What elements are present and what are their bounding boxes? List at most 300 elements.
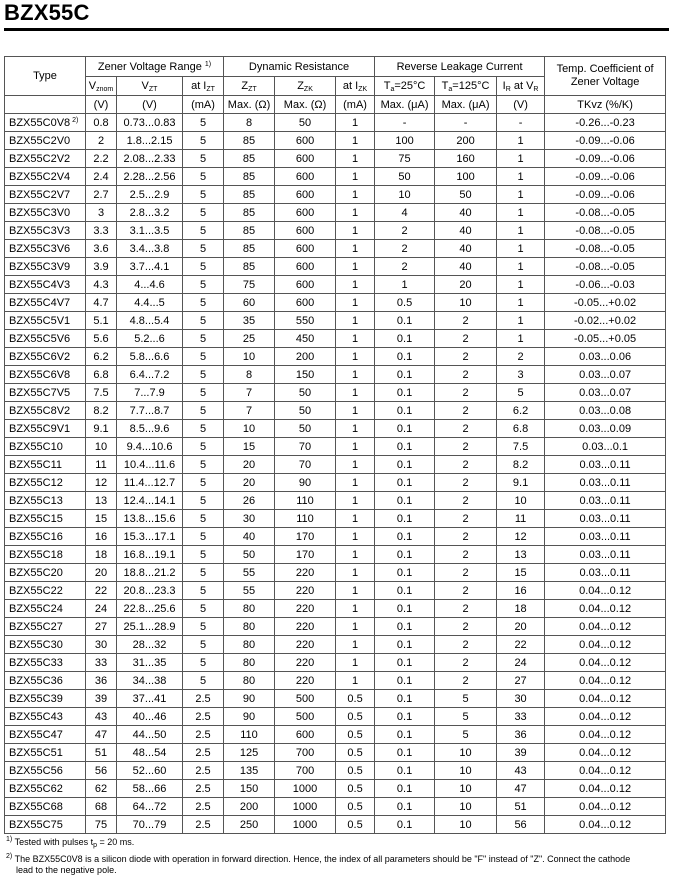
value-cell: 10 xyxy=(435,816,497,834)
value-cell: 0.03...0.11 xyxy=(545,546,666,564)
value-cell: 600 xyxy=(275,150,336,168)
value-cell: -0.09...-0.06 xyxy=(545,186,666,204)
value-cell: 11.4...12.7 xyxy=(117,474,183,492)
value-cell: 10 xyxy=(497,492,545,510)
value-cell: 1 xyxy=(336,294,375,312)
value-cell: 250 xyxy=(224,816,275,834)
value-cell: 150 xyxy=(224,780,275,798)
value-cell: 1 xyxy=(497,168,545,186)
value-cell: 1 xyxy=(497,222,545,240)
value-cell: 47 xyxy=(497,780,545,798)
value-cell: 0.5 xyxy=(336,690,375,708)
value-cell: 27 xyxy=(497,672,545,690)
type-cell: BZX55C10 xyxy=(5,438,86,456)
value-cell: 50 xyxy=(275,384,336,402)
value-cell: 6.2 xyxy=(86,348,117,366)
type-cell: BZX55C18 xyxy=(5,546,86,564)
value-cell: 5 xyxy=(183,618,224,636)
footnote-2: $^{2)}$ The BZX55C0V8 is a silicon diode with operation in forward direction. Hence, the index of all parameters should be "F" instead of "Z". Connect the cathode xyxy=(6,853,631,864)
value-cell: 2 xyxy=(435,528,497,546)
table-row xyxy=(5,744,666,762)
value-cell: 1 xyxy=(336,240,375,258)
value-cell: 85 xyxy=(224,204,275,222)
value-cell: 220 xyxy=(275,582,336,600)
value-cell: 80 xyxy=(224,636,275,654)
value-cell: 50 xyxy=(275,402,336,420)
value-cell: 33 xyxy=(497,708,545,726)
value-cell: 28...32 xyxy=(117,636,183,654)
value-cell: 0.04...0.12 xyxy=(545,582,666,600)
value-cell: 7 xyxy=(224,402,275,420)
value-cell: 5 xyxy=(183,528,224,546)
table-row xyxy=(5,528,666,546)
unit-cell: Max. (μA) xyxy=(375,96,435,114)
value-cell: 10 xyxy=(86,438,117,456)
value-cell: 2 xyxy=(435,384,497,402)
value-cell: 30 xyxy=(497,690,545,708)
value-cell: 1 xyxy=(336,114,375,132)
value-cell: 7...7.9 xyxy=(117,384,183,402)
value-cell: 85 xyxy=(224,186,275,204)
value-cell: 550 xyxy=(275,312,336,330)
col-header-ta25: $T_a=25^\circ C$ xyxy=(375,77,435,96)
value-cell: 0.5 xyxy=(375,294,435,312)
type-cell: BZX55C6V8 xyxy=(5,366,86,384)
value-cell: 2 xyxy=(435,312,497,330)
units-blank xyxy=(5,96,86,114)
value-cell: 700 xyxy=(275,762,336,780)
table-row xyxy=(5,312,666,330)
table-row xyxy=(5,726,666,744)
value-cell: 2.8...3.2 xyxy=(117,204,183,222)
value-cell: - xyxy=(497,114,545,132)
value-cell: 13 xyxy=(86,492,117,510)
type-cell: BZX55C3V0 xyxy=(5,204,86,222)
value-cell: 1 xyxy=(336,168,375,186)
value-cell: 1 xyxy=(497,132,545,150)
value-cell: 40 xyxy=(224,528,275,546)
value-cell: 1000 xyxy=(275,798,336,816)
value-cell: -0.09...-0.06 xyxy=(545,132,666,150)
value-cell: 6.8 xyxy=(497,420,545,438)
value-cell: 1 xyxy=(336,348,375,366)
value-cell: 1 xyxy=(336,654,375,672)
value-cell: 1 xyxy=(375,276,435,294)
table-row xyxy=(5,258,666,276)
value-cell: 1 xyxy=(336,636,375,654)
value-cell: 1 xyxy=(336,150,375,168)
value-cell: 8.5...9.6 xyxy=(117,420,183,438)
value-cell: 0.04...0.12 xyxy=(545,618,666,636)
table-row xyxy=(5,438,666,456)
value-cell: 1 xyxy=(336,564,375,582)
value-cell: 5 xyxy=(183,276,224,294)
value-cell: 22 xyxy=(497,636,545,654)
value-cell: 0.04...0.12 xyxy=(545,798,666,816)
value-cell: 220 xyxy=(275,654,336,672)
type-cell: BZX55C3V6 xyxy=(5,240,86,258)
value-cell: 0.03...0.11 xyxy=(545,456,666,474)
value-cell: 5 xyxy=(183,582,224,600)
value-cell: 5 xyxy=(183,294,224,312)
table-row xyxy=(5,456,666,474)
type-cell: BZX55C2V7 xyxy=(5,186,86,204)
type-cell: BZX55C24 xyxy=(5,600,86,618)
type-cell: BZX55C22 xyxy=(5,582,86,600)
value-cell: 85 xyxy=(224,168,275,186)
value-cell: 2 xyxy=(86,132,117,150)
value-cell: 22 xyxy=(86,582,117,600)
value-cell: 1000 xyxy=(275,816,336,834)
unit-cell: Max. (μA) xyxy=(435,96,497,114)
value-cell: 2 xyxy=(435,636,497,654)
value-cell: 0.1 xyxy=(375,708,435,726)
value-cell: 0.73...0.83 xyxy=(117,114,183,132)
value-cell: 1 xyxy=(497,312,545,330)
value-cell: 85 xyxy=(224,240,275,258)
table-row xyxy=(5,366,666,384)
value-cell: 8.2 xyxy=(497,456,545,474)
value-cell: 1 xyxy=(336,600,375,618)
value-cell: 51 xyxy=(86,744,117,762)
value-cell: 5 xyxy=(183,600,224,618)
value-cell: 200 xyxy=(224,798,275,816)
type-cell: BZX55C27 xyxy=(5,618,86,636)
value-cell: 1 xyxy=(497,240,545,258)
value-cell: 0.1 xyxy=(375,780,435,798)
table-row xyxy=(5,618,666,636)
value-cell: 2 xyxy=(435,546,497,564)
title-rule xyxy=(4,28,669,31)
value-cell: 0.1 xyxy=(375,600,435,618)
value-cell: 15 xyxy=(86,510,117,528)
value-cell: 2 xyxy=(375,258,435,276)
footnote-2-cont: lead to the negative pole. xyxy=(16,865,117,875)
value-cell: 33 xyxy=(86,654,117,672)
type-cell: BZX55C56 xyxy=(5,762,86,780)
value-cell: 9.4...10.6 xyxy=(117,438,183,456)
value-cell: 15 xyxy=(224,438,275,456)
value-cell: 0.1 xyxy=(375,816,435,834)
type-cell: BZX55C2V2 xyxy=(5,150,86,168)
value-cell: 0.03...0.11 xyxy=(545,510,666,528)
value-cell: 0.03...0.07 xyxy=(545,366,666,384)
table-row xyxy=(5,654,666,672)
value-cell: 0.1 xyxy=(375,330,435,348)
table-row xyxy=(5,168,666,186)
table-row xyxy=(5,294,666,312)
value-cell: 43 xyxy=(497,762,545,780)
value-cell: 2.5...2.9 xyxy=(117,186,183,204)
table-row xyxy=(5,762,666,780)
value-cell: 2 xyxy=(375,222,435,240)
value-cell: 2 xyxy=(435,618,497,636)
value-cell: 5 xyxy=(183,492,224,510)
value-cell: 5 xyxy=(183,312,224,330)
value-cell: 48...54 xyxy=(117,744,183,762)
value-cell: 5 xyxy=(183,132,224,150)
value-cell: 1 xyxy=(497,186,545,204)
value-cell: 36 xyxy=(86,672,117,690)
value-cell: 0.5 xyxy=(336,816,375,834)
value-cell: 0.03...0.11 xyxy=(545,564,666,582)
value-cell: 1 xyxy=(336,186,375,204)
value-cell: 8 xyxy=(224,114,275,132)
value-cell: 5 xyxy=(183,204,224,222)
value-cell: 0.04...0.12 xyxy=(545,762,666,780)
table-row xyxy=(5,150,666,168)
type-cell: BZX55C39 xyxy=(5,690,86,708)
value-cell: 2.5 xyxy=(183,744,224,762)
value-cell: 43 xyxy=(86,708,117,726)
value-cell: 0.1 xyxy=(375,402,435,420)
value-cell: 100 xyxy=(375,132,435,150)
value-cell: 0.1 xyxy=(375,366,435,384)
value-cell: 0.1 xyxy=(375,672,435,690)
table-row xyxy=(5,204,666,222)
footnote-1: $^{1)}$ Tested with pulses $t_p = 20$ ms. xyxy=(6,836,135,849)
value-cell: 150 xyxy=(275,366,336,384)
value-cell: 56 xyxy=(86,762,117,780)
value-cell: 170 xyxy=(275,546,336,564)
value-cell: 5 xyxy=(183,150,224,168)
footnotes xyxy=(6,834,670,876)
unit-cell: (mA) xyxy=(183,96,224,114)
value-cell: 2 xyxy=(435,510,497,528)
value-cell: 1 xyxy=(497,276,545,294)
value-cell: 125 xyxy=(224,744,275,762)
value-cell: 68 xyxy=(86,798,117,816)
value-cell: 64...72 xyxy=(117,798,183,816)
value-cell: 3.3 xyxy=(86,222,117,240)
value-cell: 1 xyxy=(336,420,375,438)
value-cell: 3.1...3.5 xyxy=(117,222,183,240)
unit-cell: (mA) xyxy=(336,96,375,114)
value-cell: 12 xyxy=(86,474,117,492)
value-cell: 1 xyxy=(497,204,545,222)
value-cell: 0.03...0.09 xyxy=(545,420,666,438)
value-cell: 500 xyxy=(275,690,336,708)
value-cell: 2 xyxy=(435,438,497,456)
value-cell: 600 xyxy=(275,258,336,276)
value-cell: 9.1 xyxy=(86,420,117,438)
value-cell: 15 xyxy=(497,564,545,582)
value-cell: 5 xyxy=(183,330,224,348)
value-cell: 4.7 xyxy=(86,294,117,312)
value-cell: 16.8...19.1 xyxy=(117,546,183,564)
value-cell: 20.8...23.3 xyxy=(117,582,183,600)
value-cell: 0.1 xyxy=(375,510,435,528)
value-cell: 5 xyxy=(183,546,224,564)
value-cell: 8 xyxy=(224,366,275,384)
value-cell: 27 xyxy=(86,618,117,636)
unit-cell: TKvz (%/K) xyxy=(545,96,666,114)
value-cell: 5 xyxy=(183,456,224,474)
type-cell: BZX55C68 xyxy=(5,798,86,816)
table-body xyxy=(5,114,666,834)
value-cell: 170 xyxy=(275,528,336,546)
value-cell: 70...79 xyxy=(117,816,183,834)
value-cell: 2 xyxy=(435,330,497,348)
value-cell: 220 xyxy=(275,564,336,582)
table-row xyxy=(5,582,666,600)
value-cell: 40...46 xyxy=(117,708,183,726)
value-cell: 85 xyxy=(224,132,275,150)
type-cell: BZX55C2V0 xyxy=(5,132,86,150)
value-cell: 1 xyxy=(336,672,375,690)
value-cell: 1 xyxy=(497,258,545,276)
table-row xyxy=(5,420,666,438)
value-cell: 2.08...2.33 xyxy=(117,150,183,168)
value-cell: 5 xyxy=(183,438,224,456)
table-row xyxy=(5,402,666,420)
type-cell: BZX55C30 xyxy=(5,636,86,654)
value-cell: 4.8...5.4 xyxy=(117,312,183,330)
value-cell: 1 xyxy=(336,492,375,510)
value-cell: 40 xyxy=(435,222,497,240)
value-cell: 75 xyxy=(86,816,117,834)
type-cell: BZX55C43 xyxy=(5,708,86,726)
value-cell: 47 xyxy=(86,726,117,744)
value-cell: 450 xyxy=(275,330,336,348)
value-cell: 0.5 xyxy=(336,708,375,726)
table-row xyxy=(5,636,666,654)
value-cell: 4.3 xyxy=(86,276,117,294)
unit-cell: (V) xyxy=(117,96,183,114)
value-cell: -0.05...+0.05 xyxy=(545,330,666,348)
value-cell: 2.5 xyxy=(183,708,224,726)
value-cell: 3 xyxy=(86,204,117,222)
table-row xyxy=(5,690,666,708)
value-cell: 30 xyxy=(224,510,275,528)
value-cell: 4...4.6 xyxy=(117,276,183,294)
value-cell: 1 xyxy=(336,456,375,474)
value-cell: 600 xyxy=(275,276,336,294)
value-cell: -0.08...-0.05 xyxy=(545,204,666,222)
type-cell: BZX55C3V3 xyxy=(5,222,86,240)
table-row xyxy=(5,600,666,618)
value-cell: 1 xyxy=(497,150,545,168)
value-cell: 1 xyxy=(336,474,375,492)
value-cell: 16 xyxy=(86,528,117,546)
value-cell: 0.04...0.12 xyxy=(545,744,666,762)
value-cell: 30 xyxy=(86,636,117,654)
value-cell: 1 xyxy=(336,276,375,294)
value-cell: 90 xyxy=(224,690,275,708)
table-row xyxy=(5,240,666,258)
value-cell: 5 xyxy=(183,654,224,672)
value-cell: 13.8...15.6 xyxy=(117,510,183,528)
col-header-izk: at $I_{ZK}$ xyxy=(336,77,375,96)
value-cell: 0.1 xyxy=(375,546,435,564)
value-cell: 0.1 xyxy=(375,762,435,780)
value-cell: 80 xyxy=(224,600,275,618)
col-header-zzk: $Z_{ZK}$ xyxy=(275,77,336,96)
table-row xyxy=(5,474,666,492)
value-cell: 80 xyxy=(224,672,275,690)
value-cell: 2 xyxy=(435,348,497,366)
table-row xyxy=(5,276,666,294)
value-cell: 0.04...0.12 xyxy=(545,780,666,798)
type-cell: BZX55C6V2 xyxy=(5,348,86,366)
value-cell: 2.5 xyxy=(183,816,224,834)
value-cell: 0.1 xyxy=(375,438,435,456)
value-cell: 1 xyxy=(336,222,375,240)
table-row xyxy=(5,780,666,798)
col-header-izt: at $I_{ZT}$ xyxy=(183,77,224,96)
value-cell: 0.04...0.12 xyxy=(545,690,666,708)
value-cell: 9.1 xyxy=(497,474,545,492)
value-cell: 0.1 xyxy=(375,384,435,402)
value-cell: 1 xyxy=(336,618,375,636)
value-cell: 220 xyxy=(275,600,336,618)
type-cell: BZX55C3V9 xyxy=(5,258,86,276)
col-header-zener-range: Zener Voltage Range $^{1)}$ xyxy=(86,57,224,77)
value-cell: 10 xyxy=(435,294,497,312)
value-cell: 500 xyxy=(275,708,336,726)
col-header-zzt: $Z_{ZT}$ xyxy=(224,77,275,96)
value-cell: 1.8...2.15 xyxy=(117,132,183,150)
type-cell: BZX55C15 xyxy=(5,510,86,528)
value-cell: 5.8...6.6 xyxy=(117,348,183,366)
value-cell: 1 xyxy=(336,330,375,348)
table-row xyxy=(5,564,666,582)
value-cell: 0.04...0.12 xyxy=(545,600,666,618)
unit-cell: Max. (Ω) xyxy=(224,96,275,114)
value-cell: 40 xyxy=(435,258,497,276)
value-cell: 40 xyxy=(435,240,497,258)
table-row xyxy=(5,132,666,150)
col-header-ta125: $T_a=125^\circ C$ xyxy=(435,77,497,96)
type-cell: BZX55C11 xyxy=(5,456,86,474)
value-cell: 5 xyxy=(435,690,497,708)
value-cell: 2.5 xyxy=(183,780,224,798)
table-row xyxy=(5,186,666,204)
value-cell: 50 xyxy=(275,114,336,132)
value-cell: 0.04...0.12 xyxy=(545,636,666,654)
value-cell: 4.4...5 xyxy=(117,294,183,312)
value-cell: 0.1 xyxy=(375,582,435,600)
table-row xyxy=(5,384,666,402)
value-cell: 2 xyxy=(435,582,497,600)
type-cell: BZX55C51 xyxy=(5,744,86,762)
value-cell: 0.1 xyxy=(375,492,435,510)
value-cell: 0.03...0.08 xyxy=(545,402,666,420)
value-cell: 0.5 xyxy=(336,780,375,798)
value-cell: 1 xyxy=(336,528,375,546)
value-cell: -0.08...-0.05 xyxy=(545,222,666,240)
value-cell: 0.04...0.12 xyxy=(545,726,666,744)
zener-spec-table xyxy=(4,56,666,834)
value-cell: 36 xyxy=(497,726,545,744)
value-cell: 5 xyxy=(183,402,224,420)
value-cell: 80 xyxy=(224,654,275,672)
value-cell: 600 xyxy=(275,240,336,258)
value-cell: 600 xyxy=(275,132,336,150)
table-row xyxy=(5,708,666,726)
value-cell: 2.7 xyxy=(86,186,117,204)
type-cell: BZX55C9V1 xyxy=(5,420,86,438)
col-header-ir-vr: $I_R$ at $V_R$ xyxy=(497,77,545,96)
value-cell: 200 xyxy=(435,132,497,150)
value-cell: 0.1 xyxy=(375,420,435,438)
value-cell: 220 xyxy=(275,672,336,690)
table-row xyxy=(5,672,666,690)
type-cell: BZX55C75 xyxy=(5,816,86,834)
value-cell: 700 xyxy=(275,744,336,762)
value-cell: 5 xyxy=(183,222,224,240)
value-cell: 600 xyxy=(275,204,336,222)
